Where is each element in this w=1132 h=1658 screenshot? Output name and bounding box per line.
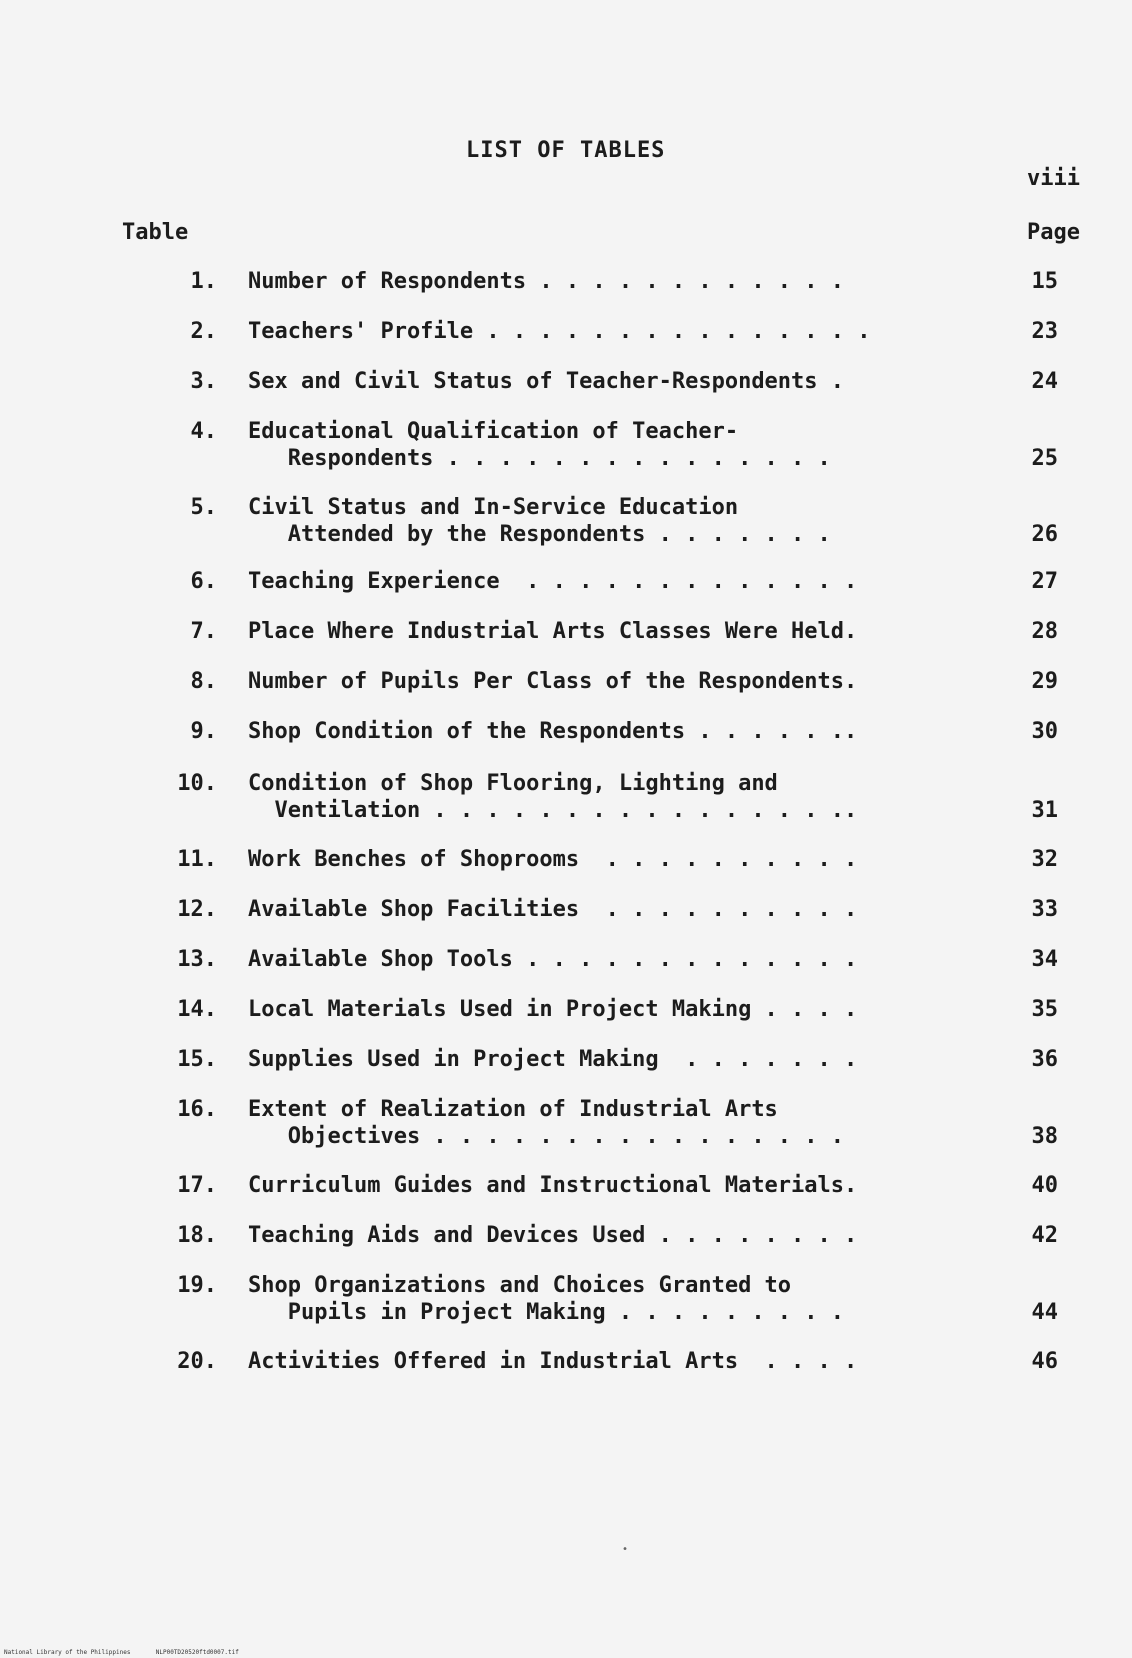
- entry-title-line2: Respondents . . . . . . . . . . . . . . .: [248, 446, 831, 471]
- entry-title: [248, 1096, 983, 1150]
- entry-number: 13.: [177, 947, 217, 972]
- entry-title: [248, 946, 983, 973]
- entry-number: 16.: [177, 1097, 217, 1122]
- entry-title: [248, 1272, 983, 1326]
- entry-number: 3.: [190, 369, 217, 394]
- entry-title: [248, 846, 983, 873]
- entry-title-line1: Work Benches of Shoprooms . . . . . . . . . .: [248, 847, 858, 872]
- entry-page-number: 27: [1031, 569, 1058, 594]
- entry-title-line1: Shop Organizations and Choices Granted to: [248, 1273, 792, 1298]
- entry-number: 12.: [177, 897, 217, 922]
- entry-title-line1: Teaching Experience . . . . . . . . . . . . .: [248, 569, 858, 594]
- entry-title: [248, 1348, 983, 1375]
- entry-page-number: 46: [1031, 1349, 1058, 1374]
- entry-page-number: 44: [1031, 1300, 1058, 1325]
- entry-title: [248, 718, 983, 745]
- entry-number: 8.: [190, 669, 217, 694]
- entry-page-number: 30: [1031, 719, 1058, 744]
- entry-page-number: 33: [1031, 897, 1058, 922]
- entry-page-number: 25: [1031, 446, 1058, 471]
- entry-title-line1: Sex and Civil Status of Teacher-Respondents .: [248, 369, 845, 394]
- footer-file: NLP00TD20520ftd0007.tif: [155, 1649, 239, 1656]
- column-header-page: Page: [1027, 220, 1080, 245]
- entry-title-line1: Shop Condition of the Respondents . . . . . ..: [248, 719, 858, 744]
- entry-page-number: 32: [1031, 847, 1058, 872]
- entry-number: 14.: [177, 997, 217, 1022]
- page-number-roman: viii: [1027, 166, 1080, 191]
- entry-title-line2: Pupils in Project Making . . . . . . . . .: [248, 1300, 845, 1325]
- entry-page-number: 15: [1031, 269, 1058, 294]
- entry-title-line1: Place Where Industrial Arts Classes Were Held.: [248, 619, 858, 644]
- scan-speck: •: [622, 1544, 629, 1555]
- entry-number: 7.: [190, 619, 217, 644]
- entry-number: 1.: [190, 269, 217, 294]
- entry-number: 20.: [177, 1349, 217, 1374]
- entry-page-number: 42: [1031, 1223, 1058, 1248]
- entry-title-line2: Attended by the Respondents . . . . . . .: [248, 522, 831, 547]
- entry-number: 10.: [177, 771, 217, 796]
- column-header-table: Table: [122, 220, 189, 245]
- entry-number: 11.: [177, 847, 217, 872]
- entry-page-number: 38: [1031, 1124, 1058, 1149]
- entry-page-number: 40: [1031, 1173, 1058, 1198]
- entry-title: [248, 896, 983, 923]
- entry-title: [248, 494, 983, 548]
- entry-page-number: 36: [1031, 1047, 1058, 1072]
- entry-page-number: 34: [1031, 947, 1058, 972]
- entry-title: [248, 1172, 983, 1199]
- entry-number: 6.: [190, 569, 217, 594]
- entry-title: [248, 568, 983, 595]
- entry-title-line1: Number of Respondents . . . . . . . . . . . .: [248, 269, 845, 294]
- entry-title: [248, 268, 983, 295]
- entry-title: [248, 668, 983, 695]
- scan-footer: [4, 1649, 239, 1656]
- footer-gap: [134, 1649, 152, 1656]
- entry-title-line1: Educational Qualification of Teacher-: [248, 419, 739, 444]
- entry-title: [248, 368, 983, 395]
- entry-title-line1: Number of Pupils Per Class of the Respondents.: [248, 669, 858, 694]
- entry-title-line1: Teachers' Profile . . . . . . . . . . . . . . .: [248, 319, 871, 344]
- entry-title: [248, 1046, 983, 1073]
- entry-number: 18.: [177, 1223, 217, 1248]
- entry-page-number: 35: [1031, 997, 1058, 1022]
- entry-title-line1: Available Shop Tools . . . . . . . . . . . . .: [248, 947, 858, 972]
- entry-title-line1: Condition of Shop Flooring, Lighting and: [248, 771, 778, 796]
- entry-page-number: 29: [1031, 669, 1058, 694]
- entry-title: [248, 618, 983, 645]
- entry-title-line1: Available Shop Facilities . . . . . . . . . .: [248, 897, 858, 922]
- entry-title: [248, 318, 983, 345]
- entry-page-number: 26: [1031, 522, 1058, 547]
- page-title: LIST OF TABLES: [466, 138, 666, 163]
- entry-title: [248, 418, 983, 472]
- entry-title-line1: Curriculum Guides and Instructional Materials.: [248, 1173, 858, 1198]
- entry-page-number: 31: [1031, 798, 1058, 823]
- entry-title-line1: Activities Offered in Industrial Arts . . . .: [248, 1349, 858, 1374]
- entry-page-number: 24: [1031, 369, 1058, 394]
- entry-title-line1: Teaching Aids and Devices Used . . . . . . . .: [248, 1223, 858, 1248]
- entry-title-line2: Objectives . . . . . . . . . . . . . . . .: [248, 1124, 845, 1149]
- entry-title: [248, 996, 983, 1023]
- entry-title-line1: Extent of Realization of Industrial Arts: [248, 1097, 778, 1122]
- entry-number: 2.: [190, 319, 217, 344]
- entry-page-number: 28: [1031, 619, 1058, 644]
- footer-source: National Library of the Philippines: [4, 1649, 131, 1656]
- entry-number: 19.: [177, 1273, 217, 1298]
- entry-title-line2: Ventilation . . . . . . . . . . . . . . . ..: [248, 798, 858, 823]
- entry-title-line1: Supplies Used in Project Making . . . . . . .: [248, 1047, 858, 1072]
- entry-page-number: 23: [1031, 319, 1058, 344]
- entry-title-line1: Civil Status and In-Service Education: [248, 495, 739, 520]
- entry-number: 4.: [190, 419, 217, 444]
- entry-number: 15.: [177, 1047, 217, 1072]
- entry-title: [248, 1222, 983, 1249]
- entry-number: 5.: [190, 495, 217, 520]
- entry-number: 9.: [190, 719, 217, 744]
- entry-title-line1: Local Materials Used in Project Making . . . .: [248, 997, 858, 1022]
- entry-number: 17.: [177, 1173, 217, 1198]
- entry-title: [248, 770, 983, 824]
